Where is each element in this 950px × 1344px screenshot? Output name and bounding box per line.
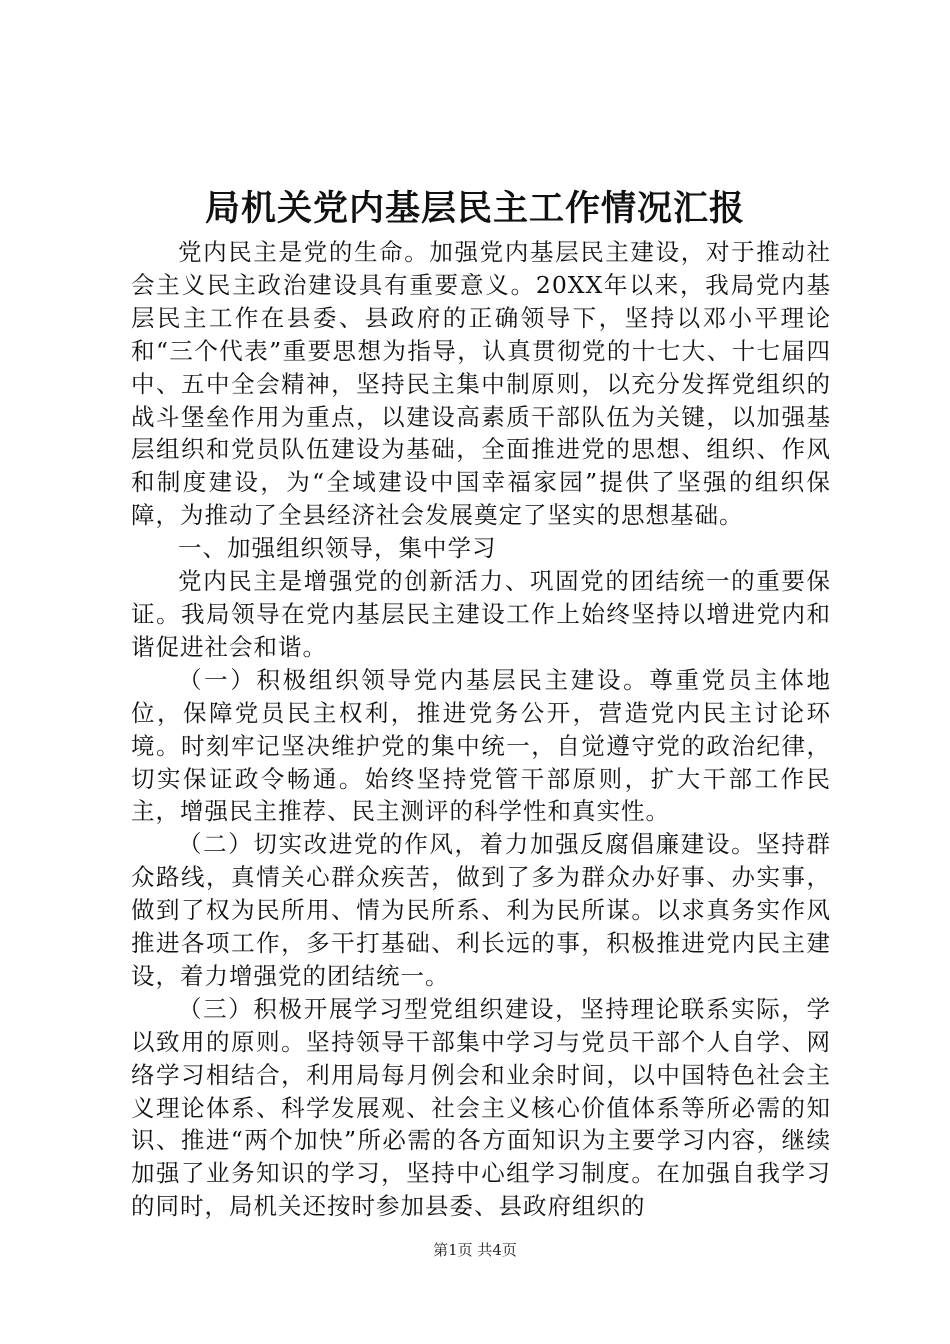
page-number-footer: 第1页 共4页 (433, 1241, 517, 1259)
section-heading-1: 一、加强组织领导，集中学习 (178, 534, 497, 563)
paragraph-item-3: （三）积极开展学习型党组织建设，坚持理论联系实际，学以致用的原则。坚持领导干部集中学习与党员干部个人自学、网络学习相结合，利用局每月例会和业余时间，以中国特色社会主义理论体系、科学发展观、社会主义核心价值体系等所必需的知识、推进“两个加快”所必需的各方面知识为主要学习内容，继续加强了业务知识的学习，坚持中心组学习制度。在加强自我学习的同时，局机关还按时参加县委、县政府组织的 (131, 994, 831, 1221)
paragraph-intro: 党内民主是党的生命。加强党内基层民主建设，对于推动社会主义民主政治建设具有重要意义。20XX年以来，我局党内基层民主工作在县委、县政府的正确领导下，坚持以邓小平理论和“三个代表”重要思想为指导，认真贯彻党的十七大、十七届四中、五中全会精神，坚持民主集中制原则，以充分发挥党组织的战斗堡垒作用为重点，以建设高素质干部队伍为关键，以加强基层组织和党员队伍建设为基础，全面推进党的思想、组织、作风和制度建设，为“全域建设中国幸福家园”提供了坚强的组织保障，为推动了全县经济社会发展奠定了坚实的思想基础。 (131, 238, 831, 530)
paragraph-item-1: （一）积极组织领导党内基层民主建设。尊重党员主体地位，保障党员民主权利，推进党务公开，营造党内民主讨论环境。时刻牢记坚决维护党的集中统一，自觉遵守党的政治纪律，切实保证政令畅通。始终坚持党管干部原则，扩大干部工作民主，增强民主推荐、民主测评的科学性和真实性。 (131, 665, 831, 826)
document-body (131, 236, 831, 1223)
paragraph-item-2: （二）切实改进党的作风，着力加强反腐倡廉建设。坚持群众路线，真情关心群众疾苦，做到了多为群众办好事、办实事，做到了权为民所用、情为民所系、利为民所谋。以求真务实作风推进各项工作，多干打基础、利长远的事，积极推进党内民主建设，着力增强党的团结统一。 (131, 830, 831, 990)
document-title: 局机关党内基层民主工作情况汇报 (204, 188, 745, 229)
paragraph-section-1-intro: 党内民主是增强党的创新活力、巩固党的团结统一的重要保证。我局领导在党内基层民主建设工作上始终坚持以增进党内和谐促进社会和谐。 (131, 567, 831, 661)
